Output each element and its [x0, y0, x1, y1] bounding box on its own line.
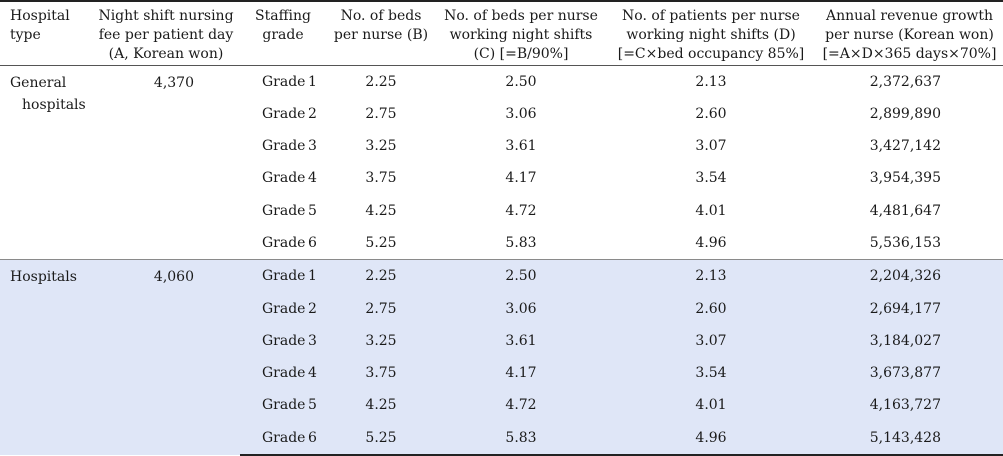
column-header-line: (A, Korean won) — [108, 46, 224, 62]
column-header-line: fee per patient day — [98, 27, 234, 43]
beds-per-nurse-cell: 5.25 — [326, 422, 436, 455]
staffing-grade-cell — [240, 389, 326, 421]
grade-word: Grade — [262, 429, 306, 446]
beds-night-shift-cell: 3.61 — [505, 332, 537, 349]
column-header-line: Annual revenue growth — [825, 8, 994, 24]
grade-number: 2 — [308, 300, 317, 317]
hospital-type-cell — [0, 260, 92, 455]
beds-per-nurse-cell: 2.75 — [365, 300, 397, 317]
beds-night-shift-cell: 3.06 — [505, 300, 537, 317]
grade-word: Grade — [262, 300, 306, 317]
beds-per-nurse-cell: 4.25 — [365, 202, 397, 219]
revenue-growth-cell: 4,481,647 — [869, 202, 941, 219]
column-header-line: Night shift nursing — [98, 8, 234, 24]
revenue-growth-cell: 3,673,877 — [869, 365, 941, 382]
revenue-growth-cell: 2,899,890 — [869, 105, 941, 122]
hospital-type-label: hospitals — [22, 96, 86, 113]
revenue-growth-cell: 5,536,153 — [869, 235, 941, 252]
grade-word: Grade — [262, 332, 306, 349]
hospital-type-cell — [0, 65, 92, 260]
patients-night-shift-cell: 3.54 — [695, 170, 727, 187]
revenue-growth-cell: 2,694,177 — [869, 300, 941, 317]
staffing-grade-cell — [240, 357, 326, 389]
table-header — [0, 1, 1003, 65]
column-header-patients — [606, 1, 816, 65]
beds-night-shift-cell: 5.83 — [505, 235, 537, 252]
grade-word: Grade — [262, 235, 306, 252]
beds-night-shift-cell: 4.17 — [505, 170, 537, 187]
grade-word: Grade — [262, 268, 306, 285]
grade-number: 3 — [308, 138, 317, 155]
staffing-grade-cell — [240, 422, 326, 455]
revenue-growth-cell: 2,204,326 — [816, 260, 1003, 293]
grade-word: Grade — [262, 202, 306, 219]
column-header-line: working night shifts — [449, 27, 593, 43]
column-header-type — [0, 1, 92, 65]
staffing-grade-cell — [240, 325, 326, 357]
night-fee-cell: 4,370 — [92, 65, 240, 260]
hospital-type-label: General — [10, 74, 67, 91]
patients-night-shift-cell: 2.60 — [695, 300, 727, 317]
staffing-grade-cell — [240, 98, 326, 130]
revenue-growth-cell: 5,143,428 — [816, 422, 1003, 455]
night-fee-cell: 4,060 — [92, 260, 240, 455]
patients-night-shift-cell: 2.60 — [695, 105, 727, 122]
patients-night-shift-cell: 3.54 — [695, 365, 727, 382]
grade-word: Grade — [262, 365, 306, 382]
beds-night-shift-cell: 3.61 — [505, 138, 537, 155]
column-header-fee — [92, 1, 240, 65]
grade-number: 1 — [308, 73, 317, 90]
column-header-line: [=C×bed occupancy 85%] — [617, 46, 805, 62]
column-header-line: per nurse (Korean won) — [825, 27, 994, 43]
revenue-growth-cell: 3,954,395 — [869, 170, 941, 187]
beds-night-shift-cell: 4.72 — [505, 397, 537, 414]
grade-number: 4 — [308, 365, 317, 382]
beds-per-nurse-cell: 2.25 — [326, 260, 436, 293]
revenue-growth-cell: 3,184,027 — [869, 332, 941, 349]
beds-night-shift-cell: 2.50 — [436, 65, 606, 98]
column-header-line: (C) [=B/90%] — [473, 46, 569, 62]
table-body — [0, 65, 1003, 455]
beds-night-shift-cell: 3.06 — [505, 105, 537, 122]
column-header-grade — [240, 1, 326, 65]
patients-night-shift-cell: 2.13 — [606, 65, 816, 98]
grade-number: 5 — [308, 397, 317, 414]
grade-number: 6 — [308, 235, 317, 252]
column-header-revenue — [816, 1, 1003, 65]
column-header-line: [=A×D×365 days×70%] — [822, 46, 997, 62]
hospital-type-label: Hospitals — [10, 269, 77, 286]
staffing-grade-cell — [240, 260, 326, 293]
revenue-growth-cell: 4,163,727 — [869, 397, 941, 414]
table-row — [0, 65, 1003, 98]
grade-number: 4 — [308, 170, 317, 187]
staffing-grade-cell — [240, 130, 326, 162]
staffing-grade-cell — [240, 195, 326, 227]
beds-night-shift-cell: 2.50 — [436, 260, 606, 293]
patients-night-shift-cell: 4.96 — [695, 235, 727, 252]
header-row — [0, 1, 1003, 65]
patients-night-shift-cell: 4.01 — [695, 202, 727, 219]
patients-night-shift-cell: 3.07 — [695, 138, 727, 155]
column-header-line: working night shifts (D) — [626, 27, 796, 43]
column-header-line: per nurse (B) — [333, 27, 429, 43]
grade-word: Grade — [262, 138, 306, 155]
grade-number: 2 — [308, 105, 317, 122]
grade-number: 6 — [308, 429, 317, 446]
beds-per-nurse-cell: 2.75 — [365, 105, 397, 122]
staffing-grade-cell — [240, 227, 326, 260]
grade-number: 1 — [308, 268, 317, 285]
beds-night-shift-cell: 4.72 — [505, 202, 537, 219]
column-header-beds-night — [436, 1, 606, 65]
column-header-line: Hospital — [10, 8, 70, 24]
patients-night-shift-cell: 4.01 — [695, 397, 727, 414]
staffing-grade-cell — [240, 162, 326, 194]
beds-night-shift-cell: 4.17 — [505, 365, 537, 382]
column-header-line: No. of beds — [340, 8, 422, 24]
grade-word: Grade — [262, 397, 306, 414]
staffing-grade-cell — [240, 292, 326, 324]
beds-per-nurse-cell: 2.25 — [326, 65, 436, 98]
patients-night-shift-cell: 3.07 — [695, 332, 727, 349]
staffing-grade-cell — [240, 65, 326, 98]
column-header-line: No. of beds per nurse — [444, 8, 598, 24]
revenue-growth-cell: 3,427,142 — [869, 138, 941, 155]
grade-number: 5 — [308, 202, 317, 219]
column-header-line: type — [10, 27, 41, 43]
patients-night-shift-cell: 2.13 — [606, 260, 816, 293]
table-row — [0, 260, 1003, 293]
patients-night-shift-cell: 4.96 — [606, 422, 816, 455]
beds-per-nurse-cell: 5.25 — [365, 235, 397, 252]
grade-word: Grade — [262, 73, 306, 90]
column-header-line: grade — [262, 27, 304, 43]
beds-per-nurse-cell: 3.25 — [365, 138, 397, 155]
beds-per-nurse-cell: 3.25 — [365, 332, 397, 349]
column-header-line: Staffing — [255, 8, 311, 24]
beds-per-nurse-cell: 3.75 — [365, 365, 397, 382]
grade-word: Grade — [262, 105, 306, 122]
column-header-line: No. of patients per nurse — [622, 8, 800, 24]
beds-per-nurse-cell: 4.25 — [365, 397, 397, 414]
revenue-growth-cell: 2,372,637 — [816, 65, 1003, 98]
grade-word: Grade — [262, 170, 306, 187]
column-header-beds — [326, 1, 436, 65]
beds-per-nurse-cell: 3.75 — [365, 170, 397, 187]
grade-number: 3 — [308, 332, 317, 349]
beds-night-shift-cell: 5.83 — [436, 422, 606, 455]
